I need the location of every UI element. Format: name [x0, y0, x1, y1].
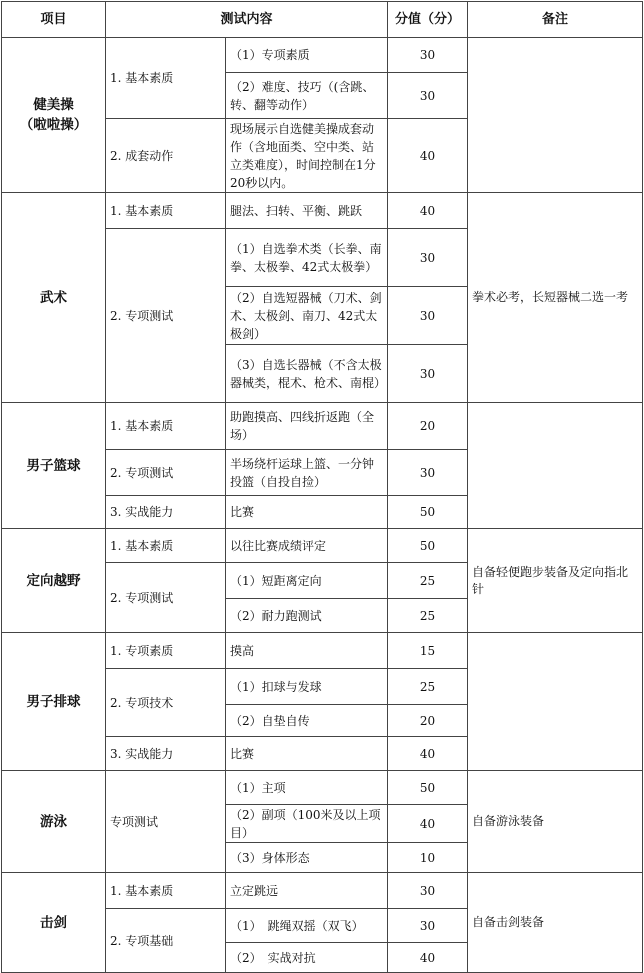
item-cell: （1） 跳绳双摇（双飞） — [226, 909, 388, 943]
score-cell: 40 — [388, 943, 468, 973]
category-cell: 专项测试 — [106, 771, 226, 873]
note-cell — [468, 38, 643, 193]
item-cell: 立定跳远 — [226, 873, 388, 909]
item-cell: （3）身体形态 — [226, 843, 388, 873]
item-cell: （2）耐力跑测试 — [226, 599, 388, 633]
item-cell: 腿法、扫转、平衡、跳跃 — [226, 193, 388, 229]
item-cell: （1）主项 — [226, 771, 388, 805]
item-cell: （2） 实战对抗 — [226, 943, 388, 973]
item-cell: （1）扣球与发球 — [226, 669, 388, 705]
category-cell: 3. 实战能力 — [106, 496, 226, 529]
score-cell: 15 — [388, 633, 468, 669]
item-cell: （1）专项素质 — [226, 38, 388, 73]
category-cell: 2. 专项测试 — [106, 563, 226, 633]
item-cell: 比赛 — [226, 496, 388, 529]
item-cell: 以往比赛成绩评定 — [226, 529, 388, 563]
item-cell: （1）短距离定向 — [226, 563, 388, 599]
score-cell: 10 — [388, 843, 468, 873]
item-cell: 半场绕杆运球上篮、一分钟投篮（自投自捡） — [226, 450, 388, 496]
project-aerobics: 健美操 （啦啦操） — [2, 38, 106, 193]
score-cell: 30 — [388, 229, 468, 287]
item-cell: （2）自选短器械（刀术、剑术、太极剑、南刀、42式太极剑） — [226, 287, 388, 345]
score-cell: 25 — [388, 563, 468, 599]
score-cell: 20 — [388, 705, 468, 737]
score-cell: 30 — [388, 73, 468, 119]
project-basketball: 男子篮球 — [2, 403, 106, 529]
score-cell: 30 — [388, 345, 468, 403]
category-cell: 2. 专项测试 — [106, 450, 226, 496]
item-cell: 比赛 — [226, 737, 388, 771]
header-note: 备注 — [468, 2, 643, 38]
item-cell: （2）难度、技巧（(含跳、转、翻等动作） — [226, 73, 388, 119]
table-row — [2, 38, 643, 73]
category-cell: 2. 专项基础 — [106, 909, 226, 973]
table-header-row — [2, 2, 643, 38]
table-row — [2, 403, 643, 450]
category-cell: 2. 专项测试 — [106, 229, 226, 403]
category-cell: 2. 专项技术 — [106, 669, 226, 737]
score-cell: 40 — [388, 193, 468, 229]
score-cell: 30 — [388, 287, 468, 345]
header-content: 测试内容 — [106, 2, 388, 38]
project-swimming: 游泳 — [2, 771, 106, 873]
item-cell: 助跑摸高、四线折返跑（全场） — [226, 403, 388, 450]
item-cell: 现场展示自选健美操成套动作（含地面类、空中类、站立类难度），时间控制在1分20秒以内。 — [226, 119, 388, 193]
note-cell — [468, 403, 643, 529]
category-cell: 1. 基本素质 — [106, 403, 226, 450]
item-cell: （3）自选长器械（不含太极器械类，棍术、枪术、南棍） — [226, 345, 388, 403]
table-row — [2, 771, 643, 805]
score-cell: 50 — [388, 496, 468, 529]
table-row — [2, 633, 643, 669]
category-cell: 1. 基本素质 — [106, 193, 226, 229]
score-cell: 50 — [388, 529, 468, 563]
category-cell: 1. 基本素质 — [106, 38, 226, 119]
note-cell — [468, 633, 643, 771]
category-cell: 1. 基本素质 — [106, 873, 226, 909]
table-row — [2, 873, 643, 909]
category-cell: 2. 成套动作 — [106, 119, 226, 193]
header-project: 项目 — [2, 2, 106, 38]
note-cell: 拳术必考，长短器械二选一考 — [468, 193, 643, 403]
score-cell: 30 — [388, 873, 468, 909]
table-row — [2, 193, 643, 229]
item-cell: （2）自垫自传 — [226, 705, 388, 737]
score-cell: 40 — [388, 737, 468, 771]
score-cell: 25 — [388, 669, 468, 705]
score-cell: 20 — [388, 403, 468, 450]
note-cell: 自备游泳装备 — [468, 771, 643, 873]
score-cell: 40 — [388, 119, 468, 193]
score-cell: 40 — [388, 805, 468, 843]
project-wushu: 武术 — [2, 193, 106, 403]
header-score: 分值（分） — [388, 2, 468, 38]
table-row — [2, 529, 643, 563]
note-cell: 自备击剑装备 — [468, 873, 643, 973]
score-cell: 30 — [388, 450, 468, 496]
item-cell: （1）自选拳术类（长拳、南拳、太极拳、42式太极拳） — [226, 229, 388, 287]
category-cell: 3. 实战能力 — [106, 737, 226, 771]
category-cell: 1. 专项素质 — [106, 633, 226, 669]
project-fencing: 击剑 — [2, 873, 106, 973]
project-volleyball: 男子排球 — [2, 633, 106, 771]
score-cell: 30 — [388, 909, 468, 943]
score-cell: 50 — [388, 771, 468, 805]
test-content-table — [1, 1, 643, 973]
note-cell: 自备轻便跑步装备及定向指北针 — [468, 529, 643, 633]
project-orienteering: 定向越野 — [2, 529, 106, 633]
category-cell: 1. 基本素质 — [106, 529, 226, 563]
item-cell: （2）副项（100米及以上项目） — [226, 805, 388, 843]
item-cell: 摸高 — [226, 633, 388, 669]
score-cell: 30 — [388, 38, 468, 73]
score-cell: 25 — [388, 599, 468, 633]
